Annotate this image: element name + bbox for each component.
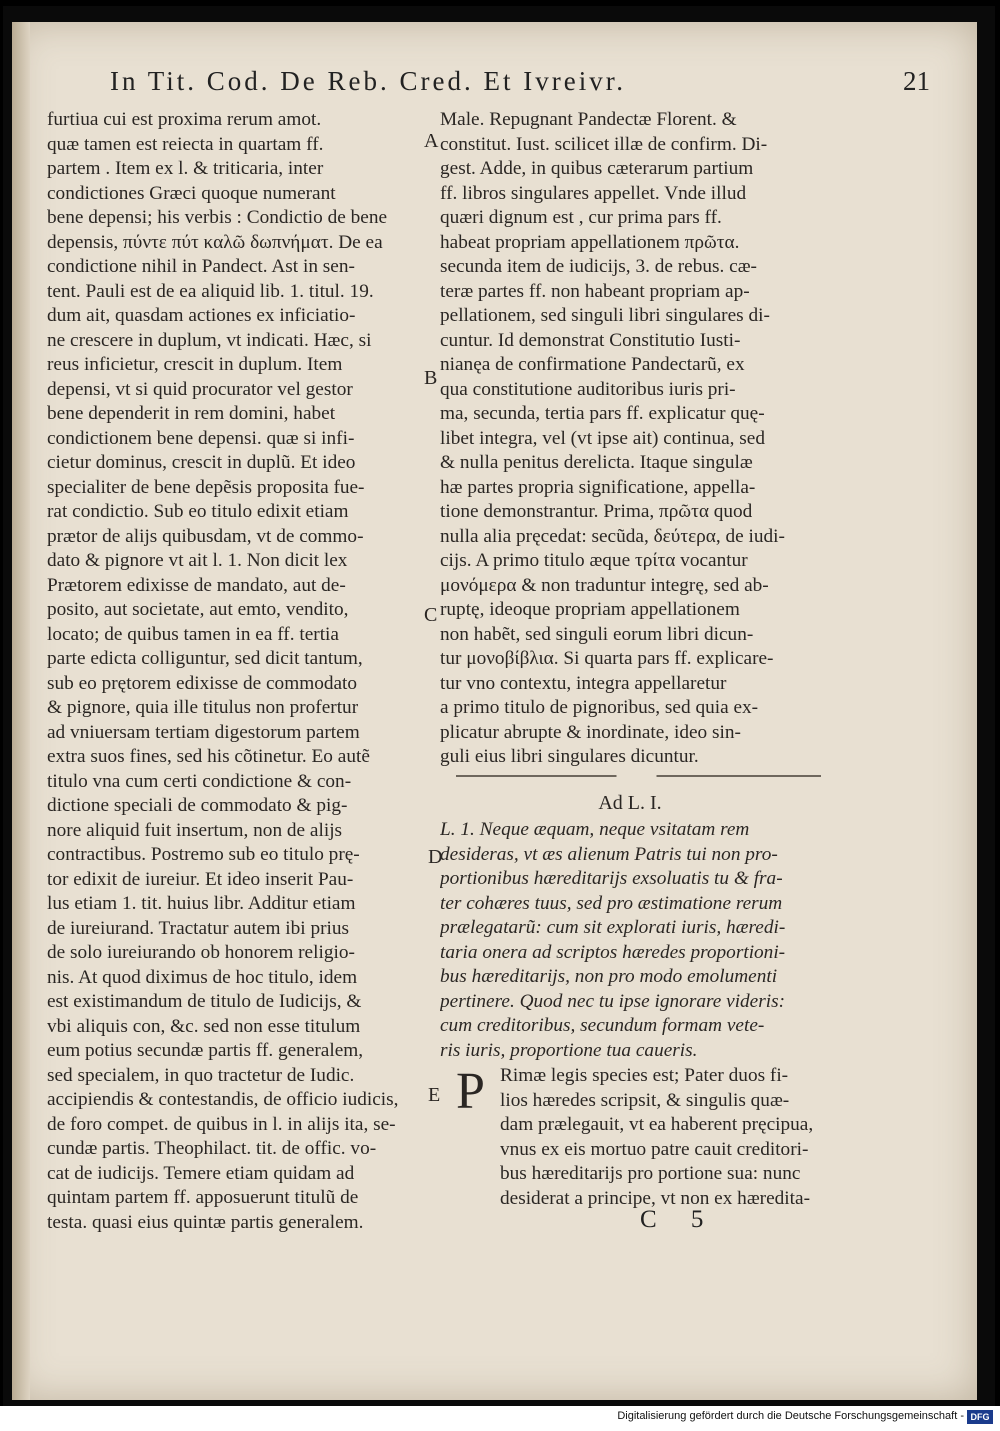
- text-line: quintam partem ff. apposuerunt titulũ de: [47, 1187, 359, 1208]
- commentary-line: bus hæreditarijs pro portione sua: nunc: [500, 1163, 801, 1184]
- text-line: condictionem bene depensi. quæ si infi-: [47, 427, 355, 449]
- text-line: qua constitutione auditoribus iuris pri-: [440, 378, 736, 400]
- page-number: 21: [903, 66, 930, 96]
- footer-credit: Digitalisierung gefördert durch die Deutsche Forschungsgemeinschaft -: [617, 1410, 964, 1422]
- text-line: & pignore, quia ille titulus non profertur: [47, 697, 359, 718]
- right-column-lex: [440, 788, 820, 1063]
- text-line: sed specialem, in quo tractetur de Iudic.: [47, 1064, 355, 1086]
- text-line: ruptę, ideoque propriam appellationem: [440, 599, 740, 620]
- text-line: tur μονοβίβλια. Si quarta pars ff. explicare-: [440, 648, 774, 669]
- margin-letter-a: A: [424, 130, 439, 152]
- text-line: rat condictio. Sub eo titulo edixit etiam: [47, 501, 349, 522]
- text-line: ma, secunda, tertia pars ff. explicatur quę-: [440, 403, 765, 424]
- margin-letter-e: E: [428, 1084, 441, 1106]
- running-title: In Tit. Cod. De Reb. Cred. Et Ivreivr.: [110, 66, 626, 96]
- right-column-top: [440, 108, 820, 770]
- commentary-line: dam prælegauit, vt ea haberent pręcipua,: [500, 1114, 814, 1135]
- lex-line: pertinere. Quod nec tu ipse ignorare videris:: [440, 990, 786, 1012]
- lex-line: prælegatarũ: cum sit explorati iuris, hæredi-: [440, 917, 786, 938]
- text-line: bene depensi; his verbis : Condictio de bene: [47, 207, 388, 228]
- left-column: [47, 108, 417, 1235]
- drop-cap: P: [456, 1063, 485, 1120]
- text-line: tur vno contextu, integra appellaretur: [440, 672, 727, 694]
- lex-line: ter cohæres tuus, sed pro æstimatione rerum: [440, 892, 783, 914]
- text-line: cat de iudicijs. Temere etiam quidam ad: [47, 1162, 355, 1184]
- text-line: secunda item de iudicijs, 3. de rebus. cæ-: [440, 256, 757, 277]
- text-line: ff. libros singulares appellet. Vnde illud: [440, 182, 747, 204]
- lex-line: taria onera ad scriptos hæredes proportioni-: [440, 941, 786, 963]
- margin-letter-b: B: [424, 367, 438, 389]
- text-line: prætor de alijs quibusdam, vt de commo-: [47, 525, 364, 547]
- text-line: condictione nihil in Pandect. Ast in sen-: [47, 256, 355, 277]
- signature-mark: C 5: [640, 1206, 718, 1233]
- lex-line: cum creditoribus, secundum formam vete-: [440, 1015, 765, 1036]
- lex-line: ris iuris, proportione tua caueris.: [440, 1039, 698, 1061]
- text-line: non habẽt, sed singuli eorum libri dicun-: [440, 623, 754, 645]
- text-line: tor edixit de iureiur. Et ideo inserit Pau-: [47, 868, 354, 890]
- lex-line: portionibus hæreditarijs exsoluatis tu & fra-: [440, 868, 783, 889]
- text-line: hæ partes propria significatione, appella-: [440, 476, 756, 498]
- text-line: μονόμερα & non traduntur integrę, sed ab-: [440, 574, 769, 596]
- text-line: teræ partes ff. non habeant propriam ap-: [440, 280, 750, 302]
- margin-letter-d: D: [428, 846, 443, 868]
- text-line: de solo iureiurando ob honorem religio-: [47, 942, 355, 963]
- text-line: eum potius secundæ partis ff. generalem,: [47, 1040, 364, 1061]
- text-line: constitut. Iust. scilicet illæ de confirm. Di-: [440, 133, 768, 155]
- text-line: bene dependerit in rem domini, habet: [47, 403, 336, 424]
- text-line: lus etiam 1. tit. huius libr. Additur etiam: [47, 893, 356, 914]
- text-line: posito, aut societate, aut emto, vendito,: [47, 599, 349, 620]
- text-line: nianęa de confirmatione Pandectarũ, ex: [440, 354, 745, 375]
- text-line: cuntur. Id demonstrat Constitutio Iusti-: [440, 329, 741, 351]
- text-line: pellationem, sed singuli libri singulares di-: [440, 305, 770, 326]
- text-line: contractibus. Postremo sub eo titulo prę-: [47, 844, 360, 865]
- text-line: vbi aliquis con, &c. sed non esse titulum: [47, 1015, 361, 1037]
- text-line: dum ait, quasdam actiones ex inficiatio-: [47, 305, 356, 326]
- commentary-line: vnus ex eis mortuo patre cauit creditori-: [500, 1138, 809, 1160]
- text-line: depensis, πύντε πύτ καλῶ δωπνήματ. De ea: [47, 231, 383, 253]
- text-line: nulla alia pręcedat: secũda, δεύτερα, de iudi-: [440, 525, 785, 547]
- page-spine-shadow: [12, 22, 30, 1400]
- text-line: partem . Item ex l. & triticaria, inter: [47, 158, 324, 179]
- text-line: plicatur abrupte & inordinate, ideo sin-: [440, 721, 741, 743]
- text-line: guli eius libri singulares dicuntur.: [440, 746, 699, 767]
- lex-line: L. 1. Neque æquam, neque vsitatam rem: [440, 819, 750, 840]
- text-line: quæri dignum est , cur prima pars ff.: [440, 207, 722, 228]
- text-line: nis. At quod diximus de hoc titulo, idem: [47, 966, 358, 988]
- section-rule: [456, 775, 821, 777]
- margin-letter-c: C: [424, 604, 438, 626]
- text-line: tent. Pauli est de ea aliquid lib. 1. titul. 19.: [47, 280, 374, 302]
- text-line: titulo vna cum certi condictione & con-: [47, 770, 352, 792]
- text-line: dato & pignore vt ait l. 1. Non dicit lex: [47, 550, 348, 571]
- section-title: Ad L. I.: [598, 792, 662, 814]
- text-line: quæ tamen est reiecta in quartam ff.: [47, 133, 324, 155]
- text-line: tione demonstrantur. Prima, πρῶτα quod: [440, 501, 753, 522]
- text-line: de foro compet. de quibus in l. in alijs ita, se-: [47, 1113, 396, 1135]
- text-line: dictione speciali de commodato & pig-: [47, 795, 348, 816]
- text-line: gest. Adde, in quibus cæterarum partium: [440, 158, 754, 179]
- text-line: depensi, vt si quid procurator vel gestor: [47, 378, 353, 400]
- text-line: parte edicta colliguntur, sed dicit tantum,: [47, 648, 363, 669]
- text-line: a primo titulo de pignoribus, sed quia ex-: [440, 697, 759, 718]
- text-line: furtiua cui est proxima rerum amot.: [47, 109, 322, 130]
- footer-bar: [0, 1406, 1000, 1431]
- text-line: nore aliquid fuit insertum, non de alijs: [47, 819, 343, 841]
- text-line: libet integra, vel (vt ipse ait) continua, sed: [440, 427, 766, 449]
- text-line: testa. quasi eius quintæ partis generalem.: [47, 1211, 364, 1233]
- text-line: est existimandum de titulo de Iudicijs, &: [47, 991, 362, 1012]
- text-line: ne crescere in duplum, vt indicati. Hæc, si: [47, 329, 372, 351]
- text-line: condictiones Græci quoque numerant: [47, 182, 336, 204]
- commentary-line: Rimæ legis species est; Pater duos fi-: [500, 1065, 789, 1086]
- commentary-line: desiderat a principe, vt non ex hæredita-: [500, 1187, 810, 1209]
- text-line: habeat propriam appellationem πρῶτα.: [440, 231, 740, 253]
- lex-line: desideras, vt æs alienum Patris tui non pro-: [440, 843, 778, 865]
- text-line: ad vniuersam tertiam digestorum partem: [47, 721, 360, 743]
- dfg-logo: DFG: [967, 1410, 993, 1424]
- text-line: reus inficietur, crescit in duplum. Item: [47, 354, 343, 375]
- text-line: Prætorem edixisse de mandato, aut de-: [47, 574, 346, 596]
- commentary-text: [500, 1064, 820, 1211]
- text-line: accipiendis & contestandis, de officio iudicis,: [47, 1089, 399, 1110]
- text-line: specialiter de bene depẽsis proposita fue-: [47, 476, 365, 498]
- lex-line: bus hæreditarijs, non pro modo emolumenti: [440, 966, 778, 987]
- text-line: locato; de quibus tamen in ea ff. tertia: [47, 623, 339, 645]
- text-line: extra suos fines, sed his cõtinetur. Eo autẽ: [47, 746, 370, 767]
- text-line: cundæ partis. Theophilact. tit. de offic. vo-: [47, 1138, 377, 1159]
- text-line: & nulla penitus derelicta. Itaque singulæ: [440, 452, 753, 473]
- text-line: cijs. A primo titulo æque τρίτα vocantur: [440, 550, 748, 571]
- commentary-line: lios hæredes scripsit, & singulis quæ-: [500, 1089, 790, 1111]
- text-line: Male. Repugnant Pandectæ Florent. &: [440, 109, 737, 130]
- lex-text: [440, 818, 820, 1063]
- text-line: cietur dominus, crescit in duplũ. Et ideo: [47, 452, 356, 473]
- text-line: sub eo prętorem edixisse de commodato: [47, 672, 358, 694]
- text-line: de iureiurand. Tractatur autem ibi prius: [47, 917, 350, 939]
